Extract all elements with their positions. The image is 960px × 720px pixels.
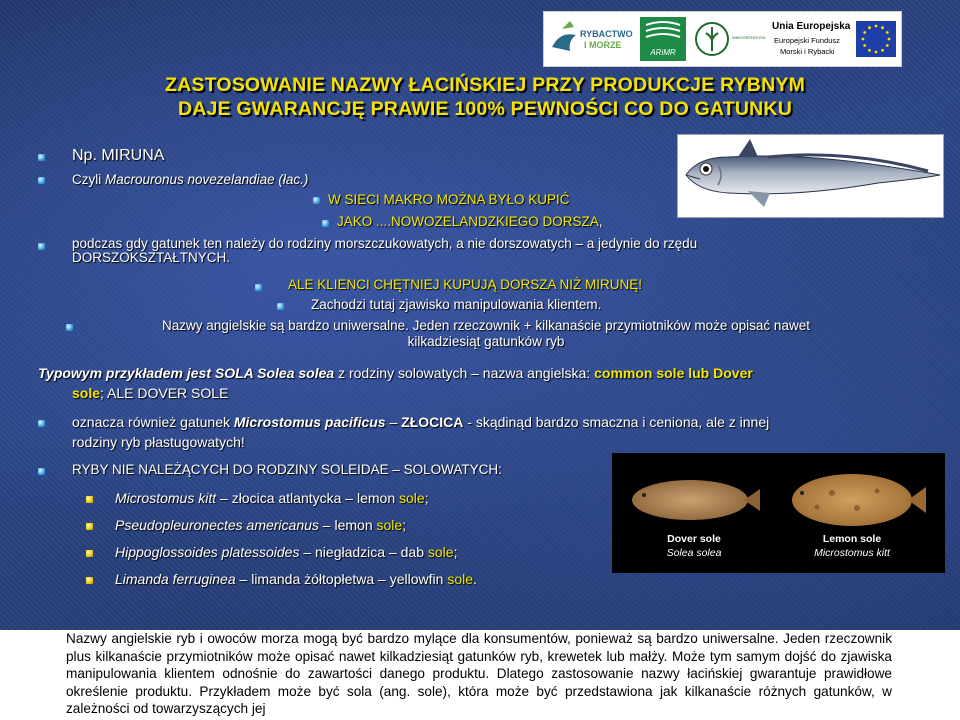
oznacza-text [72,412,769,452]
speaker-notes [0,630,960,720]
sub-item-2-latin: Pseudopleuronectes americanus [115,517,319,533]
typowym-bold: Typowym przykładem jest SOLA Solea solea [38,365,335,381]
sub-bullet-icon [86,523,93,530]
podczas-line-1: podczas gdy gatunek ten należy do rodziny morszczukowatych, a nie dorszowatych – a jedynie do rzędu [72,236,698,251]
lemon-sole-fish [792,474,926,526]
lemon-sole-caption [792,533,912,559]
zachodzi-line: Zachodzi tutaj zjawisko manipulowania klientem. [311,297,602,312]
makro-line: W SIECI MAKRO MOŻNA BYŁO KUPIĆ [328,192,570,207]
sub-item-4-end: . [473,571,477,587]
sub-item-3-rest: – niegładzica – dab [299,544,428,560]
sub-item-2-sole: sole [376,517,403,533]
jako-text: JAKO ....NOWOZELANDZKIEGO DORSZA [337,214,599,229]
rybactwo-text-2: I MORZE [584,40,622,50]
bullet-icon [38,177,45,184]
ryby-header: RYBY NIE NALEŻĄCYCH DO RODZINY SOLEIDAE – SOLOWATYCH: [72,462,502,477]
oznacza-rest: - skądinąd bardzo smaczna i ceniona, ale z innej [463,414,770,430]
bullet-icon [38,420,45,427]
sub-item-1-sole: sole [399,490,425,506]
bullet-icon [277,303,284,310]
common-sole: common sole lub Dover [594,365,753,381]
ale-dover: ; ALE DOVER SOLE [100,385,229,401]
sub-item-1 [115,490,429,506]
dover-sole-latin: Solea solea [666,547,722,559]
sub-bullet-icon [86,577,93,584]
oznacza-latin: Microstomus pacificus [233,414,386,430]
ministry-text: MINISTERSTWO RO [732,36,765,40]
sub-item-4 [115,571,477,587]
oznacza-dash: – [385,414,402,430]
example-heading: Np. MIRUNA [72,147,165,164]
sub-item-4-latin: Limanda ferruginea [115,571,236,587]
miruna-fish-image [677,134,944,218]
sub-item-3 [115,544,457,560]
sub-bullet-icon [86,550,93,557]
sub-item-4-rest: – limanda żółtopłetwa – yellowfin [235,571,448,587]
jako-comma: , [598,214,603,229]
sub-item-2-rest: – lemon [318,517,377,533]
czyli-latin: Macrouronus novezelandiae (łac.) [105,172,309,187]
jako-line [337,214,603,230]
arimr-logo [640,17,686,61]
bullet-icon [255,284,262,291]
sub-item-1-end: ; [424,490,429,506]
sub-item-2 [115,517,406,533]
sub-item-3-sole: sole [427,544,454,560]
eu-title: Unia Europejska [772,21,851,32]
dover-sole-caption [634,533,754,559]
bullet-icon [322,220,329,227]
arimr-text: ARiMR [650,48,676,57]
sub-item-1-rest: – złocica atlantycka – lemon [216,490,399,506]
nazwy-line-2: kilkadziesiąt gatunków ryb [407,334,565,349]
bullet-icon [313,197,320,204]
dover-sole-fish [632,480,760,520]
bullet-icon [38,468,45,475]
czyli-prefix: Czyli [72,172,105,187]
slide-title [60,73,910,121]
typowym-rest: z rodziny solowatych – nazwa angielska: [334,365,595,381]
logos-banner [543,11,902,67]
rybactwo-logo [548,17,634,61]
dover-sole-name: Dover sole [667,533,721,545]
eu-line3: Morski i Rybacki [780,47,835,56]
typowym-text [38,363,888,403]
bullet-icon [38,154,45,161]
rybactwo-text-1: RYBACTWO [580,29,633,39]
podczas-text [72,237,697,265]
nazwy-line-1: Nazwy angielskie są bardzo uniwersalne. Jeden rzeczownik + kilkanaście przymiotników może opisać nawet [162,318,810,333]
oznacza-line-2: rodziny ryb płastugowatych! [72,434,245,450]
sole-word: sole [72,385,101,401]
ministry-logo [694,17,766,61]
sub-item-2-end: ; [402,517,407,533]
latin-name-line [72,172,308,188]
eu-line2: Europejski Fundusz [774,36,840,45]
lemon-sole-latin: Microstomus kitt [814,547,890,559]
bullet-icon [66,324,73,331]
oznacza-prefix: oznacza również gatunek [72,414,234,430]
sub-bullet-icon [86,496,93,503]
sole-comparison-image [612,453,945,573]
bullet-icon [38,243,45,250]
sub-item-1-latin: Microstomus kitt [115,490,217,506]
title-line-1: ZASTOSOWANIE NAZWY ŁACIŃSKIEJ PRZY PRODUKCJE RYBNYM [164,74,806,96]
klienci-line: ALE KLIENCI CHĘTNIEJ KUPUJĄ DORSZA NIŻ MIRUNĘ! [288,277,643,292]
podczas-line-2: DORSZOKSZTAŁTNYCH. [72,250,231,265]
sub-item-4-sole: sole [447,571,473,587]
notes-text: Nazwy angielskie ryb i owoców morza mogą być bardzo mylące dla konsumentów, ponieważ są bardzo uniwersalne. Jeden rzeczownik plus kilkanaście przymiotników może opisać nawet kilkadziesiąt gatunków ryb, krewetek lub małży. Może tym samym dojść do zjawiska manipulowania klientem odnośnie do zawartości danego produktu. Dlatego zastosowanie nazwy łacińskiej gwarantuje prawidłowe określenie produktu. Przykładem może być sola (ang. sole), która może być przedstawiona jak kilkanaście różnych gatunków, w zależności od towarzyszących jej [66,631,892,716]
zlocica: ZŁOCICA [401,414,464,430]
lemon-sole-name: Lemon sole [822,533,882,545]
sub-item-3-latin: Hippoglossoides platessoides [115,544,300,560]
eu-logo [770,17,900,61]
title-line-2: DAJE GWARANCJĘ PRAWIE 100% PEWNOŚCI CO DO GATUNKU [177,98,792,120]
sub-item-3-end: ; [453,544,458,560]
nazwy-text [96,318,876,350]
